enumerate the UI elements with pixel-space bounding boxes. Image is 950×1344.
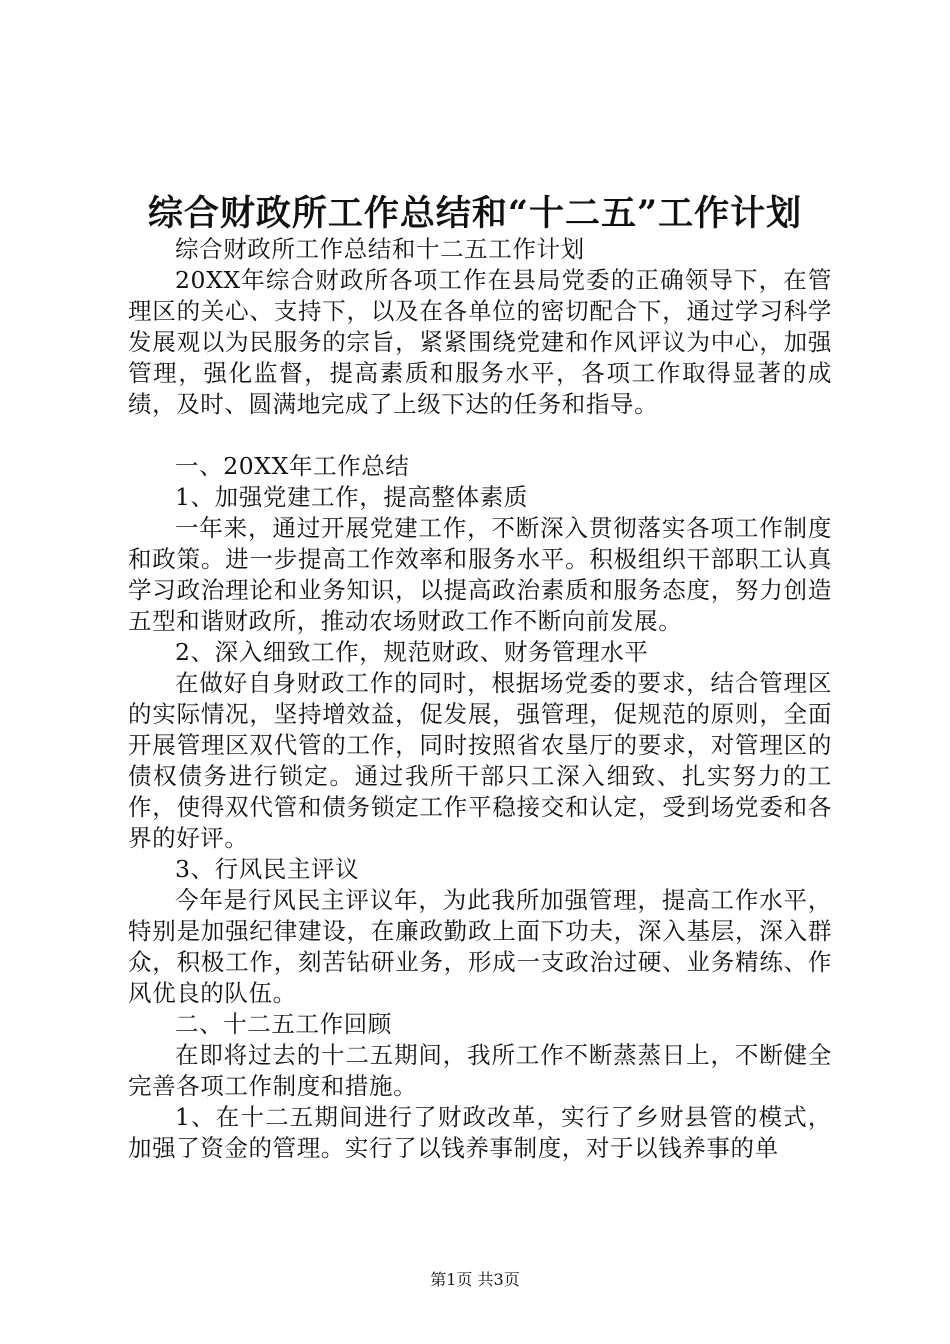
body-paragraph: 一年来，通过开展党建工作，不断深入贯彻落实各项工作制度和政策。进一步提高工作效率和服务水平。积极组织干部职工认真学习政治理论和业务知识，以提高政治素质和服务态度，努力创造五型和谐财政所，推动农场财政工作不断向前发展。 (128, 514, 832, 635)
document-title: 综合财政所工作总结和“十二五”工作计划 (147, 193, 803, 234)
document-body (128, 234, 832, 1164)
body-paragraph: 在即将过去的十二五期间，我所工作不断蒸蒸日上，不断健全完善各项工作制度和措施。 (128, 1041, 832, 1100)
subheading-3: 3、行风民主评议 (175, 855, 360, 883)
page-number-footer: 第1页 共3页 (430, 1270, 520, 1289)
subheading-1: 1、加强党建工作，提高整体素质 (175, 483, 528, 511)
section-heading-2: 二、十二五工作回顾 (175, 1010, 392, 1038)
subheading-2: 2、深入细致工作，规范财政、财务管理水平 (175, 638, 649, 666)
paragraph-spacer (128, 420, 832, 451)
body-paragraph: 1、在十二五期间进行了财政改革，实行了乡财县管的模式，加强了资金的管理。实行了以钱养事制度，对于以钱养事的单 (128, 1103, 832, 1162)
body-paragraph: 今年是行风民主评议年，为此我所加强管理，提高工作水平，特别是加强纪律建设，在廉政勤政上面下功夫，深入基层，深入群众，积极工作，刻苦钻研业务，形成一支政治过硬、业务精练、作风优良的队伍。 (128, 886, 832, 1007)
subtitle-paragraph: 综合财政所工作总结和十二五工作计划 (175, 235, 585, 263)
intro-paragraph: 20XX年综合财政所各项工作在县局党委的正确领导下，在管理区的关心、支持下，以及在各单位的密切配合下，通过学习科学发展观以为民服务的宗旨，紧紧围绕党建和作风评议为中心，加强管理，强化监督，提高素质和服务水平，各项工作取得显著的成绩，及时、圆满地完成了上级下达的任务和指导。 (128, 266, 832, 418)
section-heading-1: 一、20XX年工作总结 (175, 452, 410, 480)
body-paragraph: 在做好自身财政工作的同时，根据场党委的要求，结合管理区的实际情况，坚持增效益，促发展，强管理，促规范的原则，全面开展管理区双代管的工作，同时按照省农垦厅的要求，对管理区的债权债务进行锁定。通过我所干部只工深入细致、扎实努力的工作，使得双代管和债务锁定工作平稳接交和认定，受到场党委和各界的好评。 (128, 669, 832, 852)
